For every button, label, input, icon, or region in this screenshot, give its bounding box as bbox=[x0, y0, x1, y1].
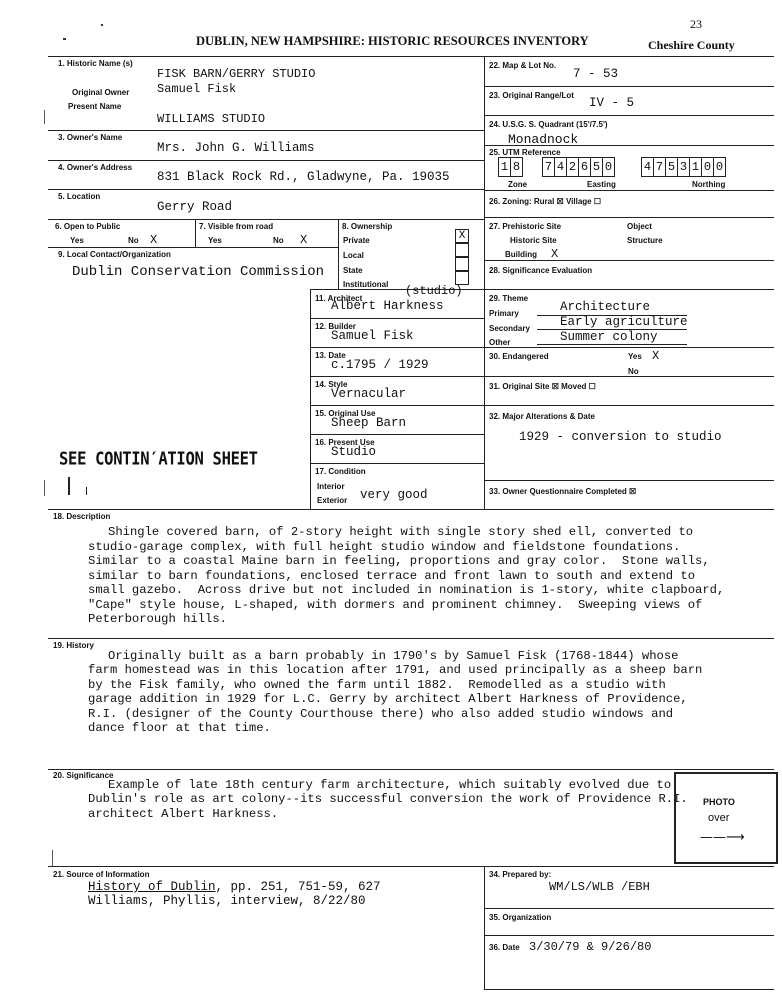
history-line: garage addition in 1929 for L.C. Gerry by architect Albert Harkness of Providence, bbox=[88, 692, 688, 706]
ownership-institutional-checkbox[interactable] bbox=[455, 271, 469, 285]
utm-northing-digit: 0 bbox=[715, 160, 724, 174]
history-label: 19. History bbox=[53, 641, 94, 650]
description-label: 18. Description bbox=[53, 512, 111, 521]
endangered-label: 30. Endangered bbox=[489, 352, 549, 361]
endangered-yes: Yes bbox=[628, 352, 642, 361]
style-label: 14. Style bbox=[315, 380, 348, 389]
ownership-private-checkbox[interactable]: X bbox=[455, 229, 469, 243]
utm-northing-digit: 0 bbox=[702, 158, 714, 176]
ownership-label: 8. Ownership bbox=[342, 222, 393, 231]
historic-name-label: 1. Historic Name (s) bbox=[58, 59, 133, 68]
utm-northing-digit: 1 bbox=[690, 158, 702, 176]
utm-label: 25. UTM Reference bbox=[489, 148, 561, 157]
significance-line: Dublin's role as art colony--its successful conversion the work of Providence R.I. bbox=[88, 792, 688, 806]
utm-easting-label: Easting bbox=[587, 180, 616, 189]
page-number: 23 bbox=[690, 17, 702, 31]
original-owner-label: Original Owner bbox=[72, 88, 130, 97]
object-label: Object bbox=[627, 222, 652, 231]
ownership-local-checkbox[interactable] bbox=[455, 243, 469, 257]
description-line: Shingle covered barn, of 2-story height with single story shed ell, converted to bbox=[108, 525, 694, 539]
historic-site-label: Historic Site bbox=[510, 236, 557, 245]
location-label: 5. Location bbox=[58, 192, 101, 201]
margin-mark bbox=[44, 480, 45, 496]
ownership-institutional: Institutional bbox=[343, 280, 389, 289]
original-range-label: 23. Original Range/Lot bbox=[489, 91, 574, 100]
zoning-label: 26. Zoning: Rural ☒ Village ☐ bbox=[489, 197, 601, 206]
owners-name-label: 3. Owner's Name bbox=[58, 133, 123, 142]
arrow-right-icon: ——⟶ bbox=[700, 830, 745, 845]
margin-mark bbox=[101, 24, 103, 26]
endangered-no: No bbox=[628, 367, 639, 376]
source-label: 21. Source of Information bbox=[53, 870, 150, 879]
visible-from-road-label: 7. Visible from road bbox=[199, 222, 274, 231]
utm-zone-digit: 1 bbox=[499, 158, 511, 176]
significance-label: 20. Significance bbox=[53, 771, 114, 780]
description-line: "Cape" style house, L-shaped, with dormers and prominent chimney. Sweeping views of bbox=[88, 598, 703, 612]
map-lot-value: 7 - 53 bbox=[573, 67, 619, 81]
utm-zone-boxes bbox=[498, 157, 523, 177]
utm-northing-label: Northing bbox=[692, 180, 726, 189]
ownership-state-checkbox[interactable] bbox=[455, 257, 469, 271]
owners-name-value: Mrs. John G. Williams bbox=[157, 141, 315, 155]
significance-line: Example of late 18th century farm architecture, which suitably evolved due to bbox=[108, 778, 672, 792]
organization-label: 35. Organization bbox=[489, 913, 552, 922]
condition-label: 17. Condition bbox=[315, 467, 366, 476]
architect-value: Albert Harkness bbox=[331, 299, 444, 313]
theme-label: 29. Theme bbox=[489, 294, 529, 303]
visible-from-road-no: No bbox=[273, 236, 284, 245]
utm-northing-digit: 7 bbox=[654, 158, 666, 176]
owners-address-label: 4. Owner's Address bbox=[58, 163, 133, 172]
original-owner-value: Samuel Fisk bbox=[157, 82, 237, 96]
utm-easting-digit: 5 bbox=[591, 158, 603, 176]
utm-zone-digit: 8 bbox=[512, 160, 521, 174]
alterations-label: 32. Major Alterations & Date bbox=[489, 412, 595, 421]
theme-secondary-value: Early agriculture bbox=[560, 315, 688, 329]
architect-label: 11. Architect bbox=[315, 294, 363, 303]
source-pages: , pp. 251, 751-59, 627 bbox=[215, 880, 381, 894]
style-value: Vernacular bbox=[331, 387, 407, 401]
description-line: Peterborough hills. bbox=[88, 612, 227, 626]
description-line: Similar to a coastal Maine barn in feeling, proportions and gray color. Stone walls, bbox=[88, 554, 710, 568]
map-lot-label: 22. Map & Lot No. bbox=[489, 61, 557, 70]
continuation-sheet-stamp: SEE CONTIN′ATION SHEET bbox=[59, 448, 258, 470]
owners-address-value: 831 Black Rock Rd., Gladwyne, Pa. 19035 bbox=[157, 170, 450, 184]
utm-easting-digit: 7 bbox=[543, 158, 555, 176]
local-contact-value: Dublin Conservation Commission bbox=[72, 264, 325, 280]
photo-over: over bbox=[708, 812, 730, 824]
history-line: by the Fisk family, who owned the farm until 1882. Remodelled as a studio with bbox=[88, 678, 666, 692]
date-label: 13. Date bbox=[315, 351, 346, 360]
utm-zone-label: Zone bbox=[508, 180, 528, 189]
description-line: small gazebo. Across drive but not included in nomination is 1-story, white clapboard, bbox=[88, 583, 725, 597]
condition-interior: Interior bbox=[317, 482, 345, 491]
original-site-label: 31. Original Site ☒ Moved ☐ bbox=[489, 382, 596, 391]
description-line: studio-garage complex, with full height studio window and fieldstone foundations. bbox=[88, 540, 681, 554]
theme-primary-label: Primary bbox=[489, 309, 519, 318]
building-mark: X bbox=[551, 247, 559, 261]
theme-secondary-label: Secondary bbox=[489, 324, 530, 333]
margin-mark bbox=[44, 110, 45, 124]
questionnaire-label: 33. Owner Questionnaire Completed ☒ bbox=[489, 487, 637, 496]
margin-mark bbox=[63, 38, 66, 40]
history-line: dance floor at that time. bbox=[88, 721, 271, 735]
utm-easting-digit: 4 bbox=[555, 158, 567, 176]
stamp-mark bbox=[86, 487, 87, 495]
open-to-public-yes: Yes bbox=[70, 236, 84, 245]
architect-note: (studio) bbox=[405, 284, 463, 298]
source-line-2: Williams, Phyllis, interview, 8/22/80 bbox=[88, 894, 366, 908]
present-use-label: 16. Present Use bbox=[315, 438, 375, 447]
builder-label: 12. Builder bbox=[315, 322, 356, 331]
stamp-mark bbox=[68, 477, 70, 495]
present-use-value: Studio bbox=[331, 445, 377, 459]
utm-easting-digit: 6 bbox=[579, 158, 591, 176]
open-to-public-no: No bbox=[128, 236, 139, 245]
form-date-label: 36. Date bbox=[489, 943, 520, 952]
ownership-local: Local bbox=[343, 251, 364, 260]
local-contact-label: 9. Local Contact/Organization bbox=[58, 250, 171, 259]
building-label: Building bbox=[505, 250, 537, 259]
source-line-1 bbox=[88, 880, 381, 894]
open-to-public-label: 6. Open to Public bbox=[55, 222, 121, 231]
visible-from-road-yes: Yes bbox=[208, 236, 222, 245]
margin-mark bbox=[52, 850, 53, 866]
description-line: similar to barn foundations, enclosed terrace and front lawn to south and extend to bbox=[88, 569, 696, 583]
history-line: Originally built as a barn probably in 1790's by Samuel Fisk (1768-1844) whose bbox=[108, 649, 679, 663]
utm-northing-boxes bbox=[641, 157, 726, 177]
original-range-value: IV - 5 bbox=[589, 96, 635, 110]
county-name: Cheshire County bbox=[648, 38, 735, 52]
history-line: farm homestead was in this location after 1791, and used principally as a sheep barn bbox=[88, 663, 703, 677]
significance-evaluation-label: 28. Significance Evaluation bbox=[489, 266, 593, 275]
prehistoric-site-label: 27. Prehistoric Site bbox=[489, 222, 562, 231]
utm-easting-digit: 0 bbox=[604, 160, 613, 174]
endangered-mark: X bbox=[652, 349, 660, 363]
ownership-private: Private bbox=[343, 236, 370, 245]
utm-easting-boxes bbox=[542, 157, 615, 177]
structure-label: Structure bbox=[627, 236, 663, 245]
present-name-label: Present Name bbox=[68, 102, 122, 111]
usgs-label: 24. U.S.G. S. Quadrant (15'/7.5') bbox=[489, 120, 608, 129]
utm-northing-digit: 4 bbox=[642, 158, 654, 176]
theme-other-label: Other bbox=[489, 338, 511, 347]
utm-northing-digit: 5 bbox=[666, 158, 678, 176]
theme-other-value: Summer colony bbox=[560, 330, 658, 344]
open-to-public-mark: X bbox=[150, 233, 158, 247]
form-date-value: 3/30/79 & 9/26/80 bbox=[529, 940, 652, 954]
ownership-state: State bbox=[343, 266, 363, 275]
condition-value: very good bbox=[360, 488, 428, 502]
alterations-value: 1929 - conversion to studio bbox=[519, 430, 722, 444]
condition-exterior: Exterior bbox=[317, 496, 348, 505]
utm-easting-digit: 2 bbox=[567, 158, 579, 176]
historic-name-value: FISK BARN/GERRY STUDIO bbox=[157, 67, 316, 81]
utm-northing-digit: 3 bbox=[678, 158, 690, 176]
significance-line: architect Albert Harkness. bbox=[88, 807, 279, 821]
photo-label: PHOTO bbox=[703, 797, 735, 807]
theme-primary-value: Architecture bbox=[560, 300, 651, 314]
original-use-label: 15. Original Use bbox=[315, 409, 376, 418]
source-book-title: History of Dublin bbox=[88, 880, 216, 894]
original-use-value: Sheep Barn bbox=[331, 416, 407, 430]
present-name-value: WILLIAMS STUDIO bbox=[157, 112, 266, 126]
form-title: DUBLIN, NEW HAMPSHIRE: HISTORIC RESOURCES INVENTORY bbox=[196, 34, 589, 48]
usgs-value: Monadnock bbox=[508, 132, 579, 147]
prepared-by-value: WM/LS/WLB /EBH bbox=[549, 880, 650, 894]
builder-value: Samuel Fisk bbox=[331, 329, 414, 343]
visible-from-road-mark: X bbox=[300, 233, 308, 247]
prepared-by-label: 34. Prepared by: bbox=[489, 870, 552, 879]
location-value: Gerry Road bbox=[157, 200, 233, 214]
history-line: R.I. (designer of the County Courthouse there) who also added studio windows and bbox=[88, 707, 674, 721]
date-value: c.1795 / 1929 bbox=[331, 358, 429, 372]
